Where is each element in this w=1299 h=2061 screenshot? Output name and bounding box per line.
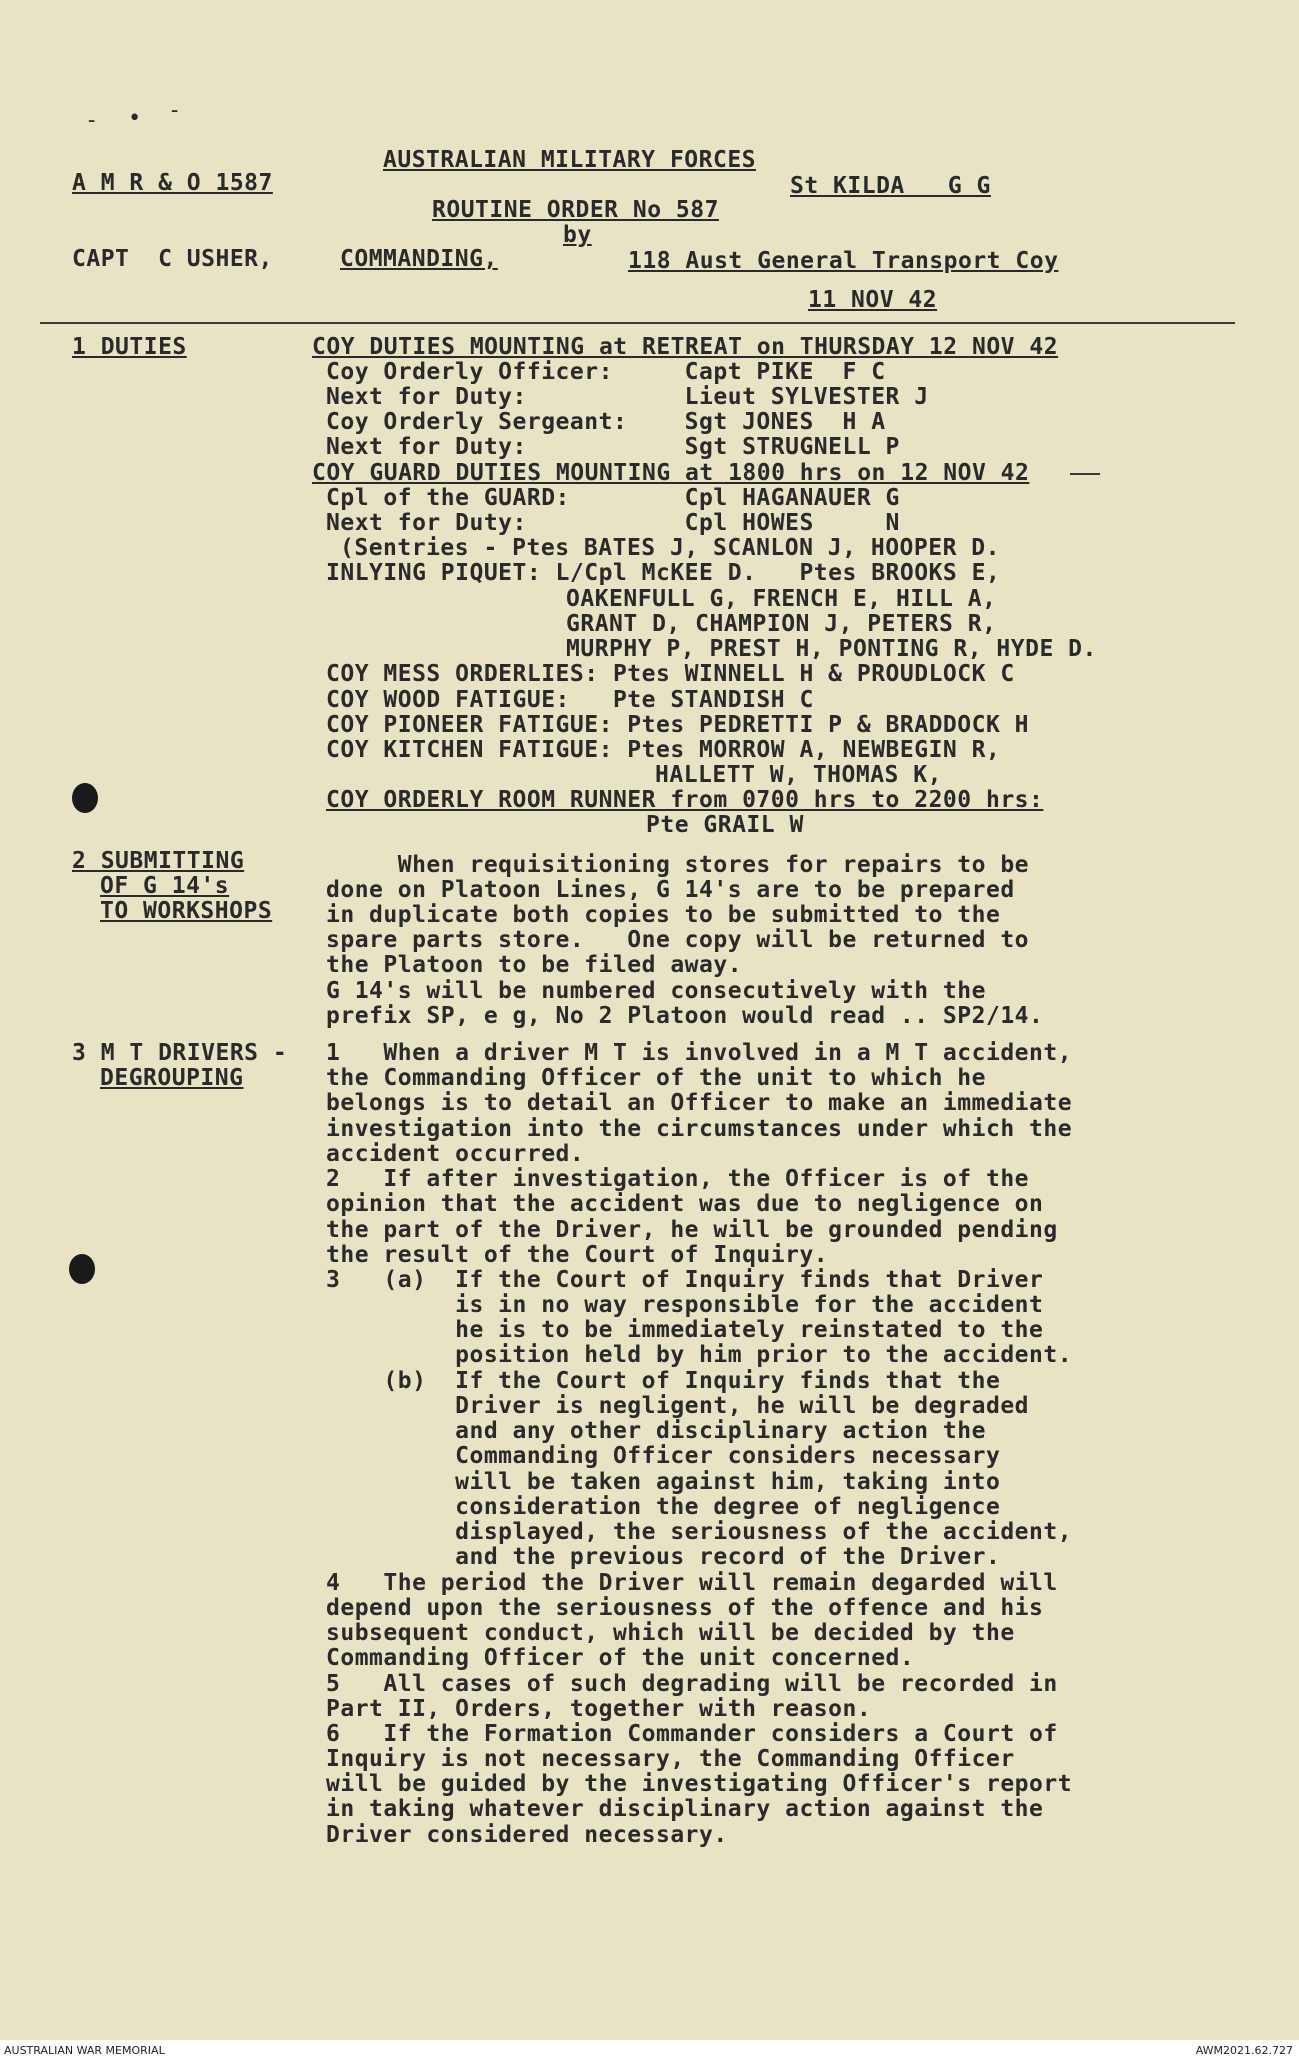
duty-line: GRANT D, CHAMPION J, PETERS R,: [566, 611, 997, 637]
duty-line: COY KITCHEN FATIGUE: Ptes MORROW A, NEWBEGIN R,: [326, 737, 1001, 763]
ink-mark: •: [128, 106, 142, 131]
paragraph-line: the part of the Driver, he will be grounded pending: [326, 1217, 1058, 1243]
paragraph-line: (b) If the Court of Inquiry finds that the: [326, 1368, 1001, 1394]
location: St KILDA G G: [790, 173, 991, 199]
duty-line: COY WOOD FATIGUE: Pte STANDISH C: [326, 687, 814, 713]
section-2-title: 2 SUBMITTING: [72, 848, 245, 874]
paragraph-line: 1 When a driver M T is involved in a M T accident,: [326, 1040, 1073, 1066]
paragraph-line: Inquiry is not necessary, the Commanding Officer: [326, 1746, 1015, 1772]
duty-line: OAKENFULL G, FRENCH E, HILL A,: [566, 586, 997, 612]
paragraph-line: will be guided by the investigating Officer's report: [326, 1771, 1073, 1797]
section-2-title: TO WORKSHOPS: [100, 898, 273, 924]
paragraph-line: opinion that the accident was due to negligence on: [326, 1191, 1044, 1217]
dash-mark: [1070, 473, 1100, 475]
paragraph-line: in taking whatever disciplinary action against the: [326, 1796, 1044, 1822]
paragraph-line: is in no way responsible for the accident: [326, 1292, 1044, 1318]
paragraph-line: the Platoon to be filed away.: [326, 952, 743, 978]
paragraph-line: done on Platoon Lines, G 14's are to be prepared: [326, 877, 1015, 903]
paragraph-line: Driver considered necessary.: [326, 1822, 728, 1848]
duty-line: Next for Duty: Sgt STRUGNELL P: [326, 434, 900, 460]
paragraph-line: G 14's will be numbered consecutively with the: [326, 978, 986, 1004]
duty-line: Next for Duty: Cpl HOWES N: [326, 510, 900, 536]
duty-line: INLYING PIQUET: L/Cpl McKEE D. Ptes BROOKS E,: [326, 560, 1001, 586]
paragraph-line: Commanding Officer of the unit concerned.: [326, 1645, 915, 1671]
paragraph-line: When requisitioning stores for repairs to be: [326, 852, 1030, 878]
officer-name: CAPT C USHER,: [72, 246, 273, 272]
order-title: ROUTINE ORDER No 587: [432, 197, 719, 223]
section-3-title: 3 M T DRIVERS -: [72, 1040, 288, 1066]
section-2-title: OF G 14's: [100, 873, 230, 899]
duty-line: Cpl of the GUARD: Cpl HAGANAUER G: [326, 485, 900, 511]
duty-line: HALLETT W, THOMAS K,: [655, 762, 942, 788]
paragraph-line: in duplicate both copies to be submitted to the: [326, 902, 1001, 928]
paragraph-line: 3 (a) If the Court of Inquiry finds that Driver: [326, 1267, 1044, 1293]
footer-accession: AWM2021.62.727: [1195, 2044, 1293, 2057]
duty-line: Next for Duty: Lieut SYLVESTER J: [326, 384, 929, 410]
duty-line: COY MESS ORDERLIES: Ptes WINNELL H & PROUDLOCK C: [326, 661, 1015, 687]
paragraph-line: prefix SP, e g, No 2 Platoon would read .. SP2/14.: [326, 1003, 1044, 1029]
duty-line: COY ORDERLY ROOM RUNNER from 0700 hrs to 2200 hrs:: [326, 787, 1044, 813]
paragraph-line: position held by him prior to the accident.: [326, 1342, 1073, 1368]
by-label: by: [563, 222, 592, 248]
paragraph-line: and the previous record of the Driver.: [326, 1544, 1001, 1570]
paragraph-line: the result of the Court of Inquiry.: [326, 1242, 829, 1268]
paragraph-line: Driver is negligent, he will be degraded: [326, 1393, 1030, 1419]
paragraph-line: subsequent conduct, which will be decided by the: [326, 1620, 1015, 1646]
footer-credit: AUSTRALIAN WAR MEMORIAL: [4, 2044, 165, 2057]
duty-line: COY PIONEER FATIGUE: Ptes PEDRETTI P & BRADDOCK H: [326, 712, 1030, 738]
paragraph-line: the Commanding Officer of the unit to which he: [326, 1065, 986, 1091]
section-1-title: 1 DUTIES: [72, 334, 187, 360]
paragraph-line: 6 If the Formation Commander considers a Court of: [326, 1721, 1058, 1747]
paragraph-line: and any other disciplinary action the: [326, 1418, 986, 1444]
order-date: 11 NOV 42: [808, 287, 938, 313]
paragraph-line: he is to be immediately reinstated to the: [326, 1317, 1044, 1343]
duty-line: MURPHY P, PREST H, PONTING R, HYDE D.: [566, 636, 1097, 662]
punch-hole: [72, 783, 98, 813]
duty-line: Coy Orderly Sergeant: Sgt JONES H A: [326, 409, 886, 435]
duty-line: Coy Orderly Officer: Capt PIKE F C: [326, 359, 886, 385]
paragraph-line: belongs is to detail an Officer to make an immediate: [326, 1090, 1073, 1116]
paragraph-line: depend upon the seriousness of the offence and his: [326, 1595, 1044, 1621]
ink-mark: -: [168, 98, 182, 123]
unit-name: 118 Aust General Transport Coy: [628, 248, 1059, 274]
paragraph-line: spare parts store. One copy will be returned to: [326, 927, 1030, 953]
punch-hole: [69, 1254, 95, 1284]
paragraph-line: Commanding Officer considers necessary: [326, 1443, 1001, 1469]
paragraph-line: 2 If after investigation, the Officer is of the: [326, 1166, 1030, 1192]
paragraph-line: investigation into the circumstances under which the: [326, 1116, 1073, 1142]
reference-number: A M R & O 1587: [72, 170, 273, 196]
header-divider: [40, 322, 1235, 324]
duty-line: COY GUARD DUTIES MOUNTING at 1800 hrs on 12 NOV 42: [312, 460, 1030, 486]
paragraph-line: will be taken against him, taking into: [326, 1469, 1001, 1495]
paragraph-line: consideration the degree of negligence: [326, 1494, 1001, 1520]
duty-line: Pte GRAIL W: [646, 812, 804, 838]
paragraph-line: 5 All cases of such degrading will be recorded in: [326, 1671, 1058, 1697]
officer-role: COMMANDING,: [340, 246, 498, 272]
paragraph-line: 4 The period the Driver will remain degarded will: [326, 1570, 1058, 1596]
paragraph-line: displayed, the seriousness of the accident,: [326, 1519, 1073, 1545]
section-3-title: DEGROUPING: [100, 1065, 244, 1091]
org-title: AUSTRALIAN MILITARY FORCES: [383, 147, 757, 173]
paragraph-line: Part II, Orders, together with reason.: [326, 1696, 872, 1722]
archive-footer: [0, 2040, 1299, 2061]
paragraph-line: accident occurred.: [326, 1141, 585, 1167]
duty-line: (Sentries - Ptes BATES J, SCANLON J, HOOPER D.: [340, 535, 1000, 561]
ink-mark: -: [85, 108, 99, 133]
duty-line: COY DUTIES MOUNTING at RETREAT on THURSDAY 12 NOV 42: [312, 334, 1059, 360]
